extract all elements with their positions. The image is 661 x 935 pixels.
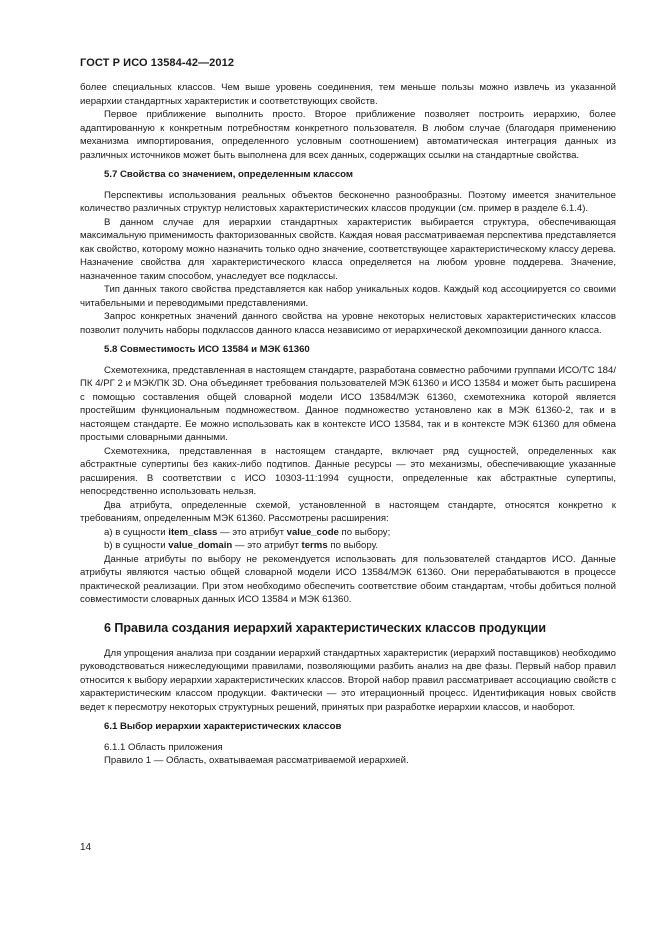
list-text: по выбору; [338,526,391,538]
attribute-name: value_domain [168,540,233,551]
attribute-name: terms [301,540,328,551]
paragraph: Данные атрибуты по выбору не рекомендуется использовать для пользователей стандартов ИСО. Данные атрибуты являются частью общей словарной модели ИСО 13584/МЭК 61360. Они перерабатываются в процессе практической реализации. При этом необходимо обеспечить соответствие обоим стандартам, чтобы добиться полной совместимости словарных данных ИСО 13584 и МЭК 61360. [80,553,616,605]
list-text: а) в сущности [104,526,169,538]
paragraph: Тип данных такого свойства представляется как набор уникальных кодов. Каждый код ассоциируется со своими читабельными и переводимыми представлениями. [80,284,616,309]
list-text: b) в сущности [104,540,169,551]
attribute-name: value_code [286,526,339,538]
running-header: ГОСТ Р ИСО 13584-42—2012 [80,57,235,69]
paragraph: Перспективы использования реальных объектов бесконечно разнообразны. Поэтому имеется значительное количество различных структур нелистовых характеристических классов продукции (см. пример в разделе 6.1.4). [80,189,616,214]
paragraph: 6.1.1 Область приложения [104,741,223,753]
paragraph: Первое приближение выполнить просто. Второе приближение позволяет построить иерархию, более адаптированную к конкретным потребностям конкретного пользователя. В любом случае (благодаря применению механизма импортирования, определенного условным соотношением) автоматическая интеграция данных из различных источников может быть выполнена для всех данных, содержащих ссылки на стандартные свойства. [80,109,616,161]
list-item [80,539,616,553]
subsection-heading: 5.7 Свойства со значением, определенным классом [104,169,353,180]
list-item [80,526,616,540]
paragraph: Схемотехника, представленная в настоящем стандарте, включает ряд сущностей, определенных как абстрактные супертипы без каких-либо подтипов. Данные ресурсы — это механизмы, обеспечивающие указанные расширения. В соответствии с ИСО 10303-11:1994 сущности, определенные как абстрактные супертипы, непосредственно использовать нельзя. [80,445,616,497]
paragraph: Два атрибута, определенные схемой, установленной в настоящем стандарте, относятся конкретно к требованиям, определенным МЭК 61360. Рассмотрены расширения: [80,499,616,524]
attribute-name: item_class [168,526,218,538]
paragraph: Для упрощения анализа при создании иерархий стандартных характеристик (иерархий поставщиков) необходимо руководствоваться нижеследующими правилами, позволяющими разбить анализ на две фазы. Первый набор правил относится к выбору иерархии характеристических классов. Второй набор правил рассматривает ассоциацию свойств с характеристическим классом продукции. Фактически — это итерационный процесс. Идентификация новых свойств ведет к пересмотру некоторых структурных решений, принятых при разработке иерархии классов, и наоборот. [80,647,616,713]
list-text: — это атрибут [232,540,302,551]
page-number: 14 [80,842,92,853]
paragraph: Правило 1 — Область, охватываемая рассматриваемой иерархией. [104,755,409,766]
paragraph: Запрос конкретных значений данного свойства на уровне некоторых нелистовых характеристических классов позволит получить наборы подклассов данного класса независимо от иерархической декомпозиции данного класса. [80,311,616,336]
paragraph: более специальных классов. Чем выше уровень соединения, тем меньше пользы можно извлечь из указанной иерархии стандартных характеристик и соответствующих свойств. [80,82,616,107]
page-body [80,81,616,768]
section-heading: 6 Правила создания иерархий характеристических классов продукции [104,620,547,635]
list-text: — это атрибут [217,526,287,538]
subsection-heading: 5.8 Совместимость ИСО 13584 и МЭК 61360 [104,344,310,355]
paragraph: В данном случае для иерархии стандартных характеристик выбирается структура, обеспечивающая максимальную применимость факторизованных свойств. Каждая новая рассматриваемая перспектива представляется как свойство, которому можно назначить только одно значение, соответствующее характеристическому классу дерева. Назначение свойства для характеристического класса определяется на любом уровне поддерева. Значение, назначенное таким способом, унаследует все подклассы. [80,216,616,282]
paragraph: Схемотехника, представленная в настоящем стандарте, разработана совместно рабочими группами ИСО/ТС 184/ПК 4/РГ 2 и МЭК/ПК 3D. Она объединяет требования пользователей МЭК 61360 и ИСО 13584 и может быть расширена с помощью составления общей словарной модели ИСО 13584/МЭК 61360, схемотехника которой является простейшим функциональным подмножеством. Данное подмножество установлено как в МЭК 61360-2, так и в настоящем стандарте. Ее можно использовать как в контексте ИСО 13584, так и в контексте МЭК 61360 для обмена простыми словарными данными. [80,364,616,443]
subsection-heading: 6.1 Выбор иерархии характеристических классов [104,721,342,732]
list-text: по выбору. [327,540,379,551]
